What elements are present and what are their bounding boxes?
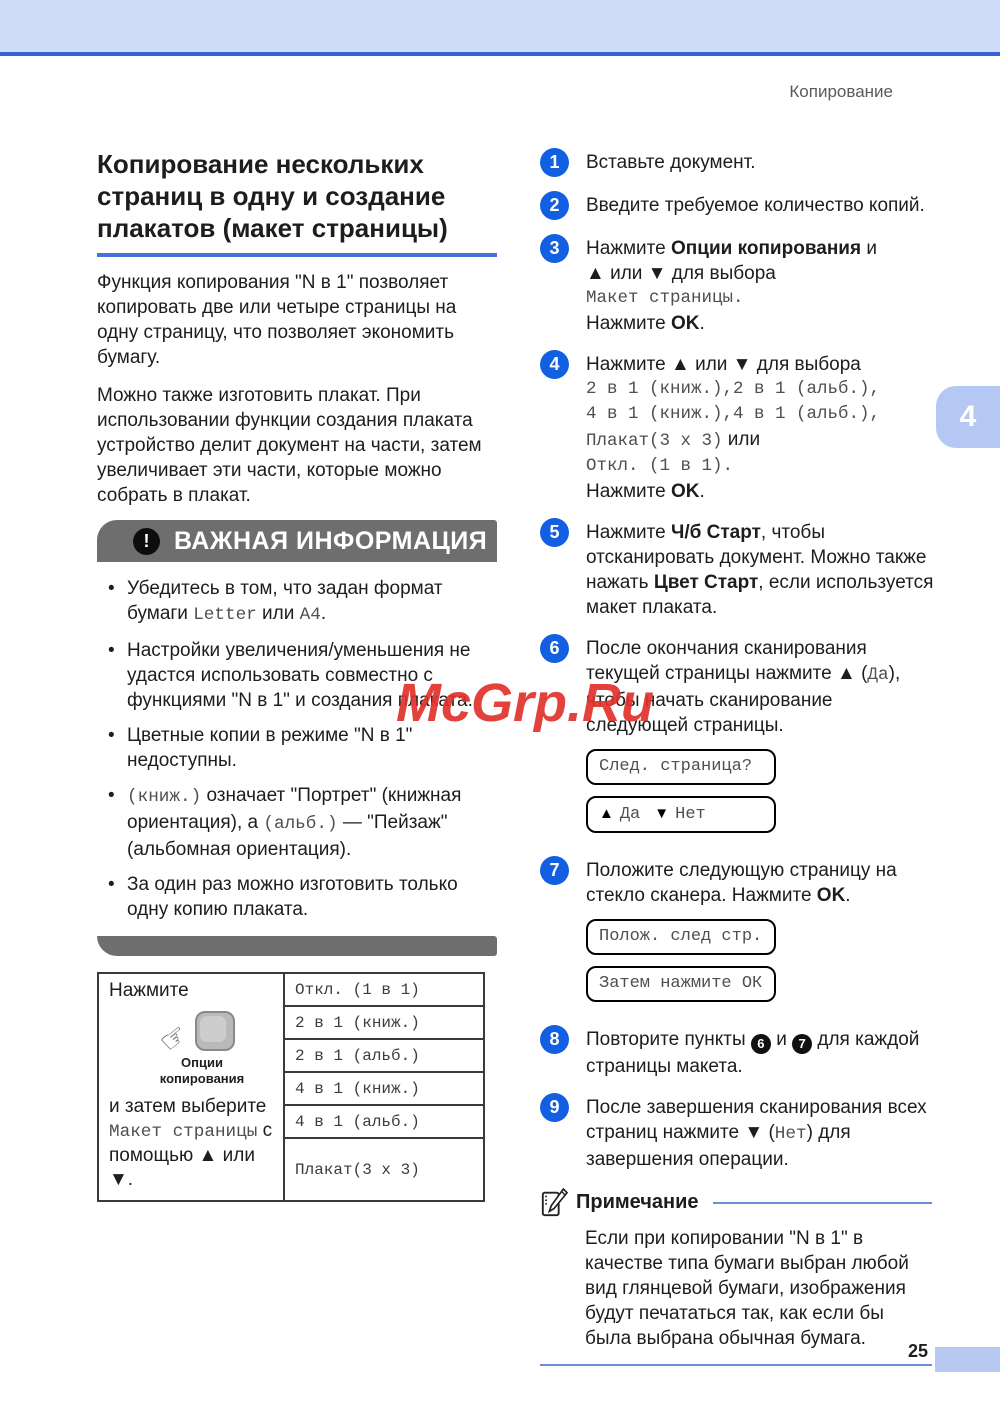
lcd-menu-item: 4 в 1 (книж.),4 в 1 (альб.), [586, 404, 881, 424]
bullet-text: означает "Портрет" (книжная ориентация), а [127, 785, 462, 833]
title-underline [97, 253, 497, 257]
important-bullet [101, 783, 497, 862]
table-options-cell [285, 974, 483, 1200]
step-text-part: и [770, 1029, 793, 1050]
mono-value: (альб.) [263, 814, 338, 834]
button-label-line2: копирования [159, 1071, 245, 1086]
mono-value: Letter [193, 605, 257, 625]
button-highlight [200, 1016, 226, 1042]
step-text-part: для каждой страницы макета. [586, 1029, 920, 1077]
important-box [97, 520, 497, 956]
step-text [586, 520, 936, 620]
chapter-tab [936, 386, 1000, 448]
step-number-badge: 8 [540, 1025, 569, 1054]
step-text-part: Нажмите ▲ или ▼ для выбора [586, 354, 861, 375]
press-label: Нажмите [109, 980, 189, 1001]
note-pencil-icon [540, 1188, 568, 1218]
note-rule [713, 1202, 932, 1204]
button-label [109, 1055, 295, 1087]
note-section [540, 1188, 932, 1366]
step-text-part: Нажмите [586, 313, 672, 334]
step-number-badge: 6 [540, 634, 569, 663]
step-3 [540, 236, 937, 336]
step-ref-badge-7: 7 [792, 1034, 812, 1054]
step-number-badge: 3 [540, 234, 569, 263]
note-body: Если при копировании "N в 1" в качестве типа бумаги выбран любой вид глянцевой бумаги, изображения будут печататься так, как если бы была выбрана обычная бумага. [585, 1227, 909, 1349]
lcd-option: Нет [774, 1123, 807, 1144]
note-title: Примечание [576, 1191, 699, 1213]
right-column [540, 150, 937, 1366]
lcd-menu-item: 2 в 1 (книж.),2 в 1 (альб.), [586, 379, 881, 399]
then-text: и затем выберите [109, 1096, 267, 1117]
step-text [586, 1095, 936, 1172]
step-text-part: . [699, 313, 705, 334]
important-footer-bar [97, 936, 497, 956]
option-row: 2 в 1 (альб.) [285, 1040, 483, 1073]
bullet-text: или [256, 603, 300, 624]
copy-options-button-figure [109, 1011, 277, 1089]
step-7 [540, 858, 937, 1011]
step-text-part: и [861, 238, 877, 259]
mono-value: (книж.) [127, 787, 202, 807]
then-text: с [257, 1120, 273, 1141]
step-text-part: ), чтобы начать сканирование следующей страницы. [586, 663, 901, 736]
important-bullet: • Настройки увеличения/уменьшения не удастся использовать совместно с функциями "N в 1" и создания плаката. [101, 638, 497, 713]
option-row: 4 в 1 (альб.) [285, 1106, 483, 1139]
table-instruction-cell [99, 974, 285, 1200]
step-number-badge: 7 [540, 856, 569, 885]
bullet-text: . [320, 603, 327, 624]
button-name-bold: Цвет Старт [653, 572, 759, 593]
step-text [586, 1027, 936, 1079]
important-bullet: • За один раз можно изготовить только одну копию плаката. [101, 872, 497, 922]
step-2 [540, 193, 937, 220]
button-label-line1: Опции [181, 1055, 223, 1070]
step-text [586, 352, 936, 504]
up-triangle-icon: ▲ [599, 805, 614, 822]
button-name-bold: OK [671, 313, 700, 334]
step-4 [540, 352, 937, 504]
watermark: McGrp.Ru [396, 673, 655, 733]
button-name-bold: Ч/б Старт [671, 522, 761, 543]
step-text [586, 858, 936, 1011]
copy-options-button-icon [195, 1011, 235, 1051]
lcd-menu-item [586, 427, 936, 454]
step-text-part: После завершения сканирования всех страниц нажмите ▼ ( [586, 1096, 927, 1143]
lcd-menu-item: Откл. (1 в 1). [586, 456, 734, 476]
step-text-part: ) для завершения операции. [586, 1121, 851, 1170]
lcd-option: Да [619, 805, 641, 824]
step-text-part: . [699, 481, 705, 502]
bullet-text: — "Пейзаж" (альбомная ориентация). [127, 812, 448, 860]
step-ref-badge-6: 6 [751, 1034, 771, 1054]
option-row: Откл. (1 в 1) [285, 974, 483, 1007]
important-title: ВАЖНАЯ ИНФОРМАЦИЯ [174, 526, 488, 555]
bullet-text: Убедитесь в том, что задан формат бумаги [127, 578, 443, 624]
option-row: 2 в 1 (книж.) [285, 1007, 483, 1040]
page-number: 25 [907, 1341, 928, 1361]
important-bullet: • Цветные копии в режиме "N в 1" недоступны. [101, 723, 497, 773]
intro-paragraph-2: Можно также изготовить плакат. При использовании функции создания плаката устройство делит документ на части, затем увеличивает эти части, которые можно собрать в плакат. [97, 385, 482, 506]
lcd-option: Да [867, 665, 889, 685]
intro-paragraph-1: Функция копирования "N в 1" позволяет копировать две или четыре страницы на одну страницу, что позволяет экономить бумагу. [97, 272, 457, 368]
step-number-badge: 5 [540, 518, 569, 547]
step-text-part: , если используется макет плаката. [586, 572, 934, 618]
page-title: Копирование нескольких страниц в одну и создание плакатов (макет страницы) [97, 149, 448, 243]
step-text: Введите требуемое количество копий. [586, 195, 925, 216]
lcd-display [586, 796, 776, 833]
lcd-display: След. страница? [586, 749, 776, 785]
then-instruction [109, 1095, 277, 1192]
footer-accent [935, 1347, 1000, 1372]
step-1 [540, 150, 937, 177]
top-band [0, 0, 1000, 56]
lcd-option: Нет [675, 805, 706, 824]
option-row: 4 в 1 (книж.) [285, 1073, 483, 1106]
step-text-part: Нажмите [586, 522, 672, 543]
options-table [97, 972, 485, 1202]
chapter-number: 4 [959, 400, 977, 433]
step-number-badge: 1 [540, 148, 569, 177]
step-text-part: , чтобы отсканировать документ. Можно также нажать [586, 522, 927, 593]
hand-pointer-icon: ☞ [153, 1017, 195, 1060]
lcd-menu-item: Макет страницы. [586, 288, 744, 308]
step-number-badge: 4 [540, 350, 569, 379]
step-text-part: или [722, 429, 761, 450]
running-header: Копирование [789, 82, 893, 101]
important-header [97, 520, 497, 562]
note-header [540, 1188, 932, 1218]
step-text: Вставьте документ. [586, 152, 756, 173]
note-bottom-rule [540, 1364, 932, 1366]
step-text-part: Положите следующую страницу на стекло сканера. Нажмите [586, 860, 897, 906]
step-text-part: . [845, 885, 851, 906]
mono-menu-name: Макет страницы [109, 1122, 258, 1142]
step-text [586, 236, 936, 336]
lcd-menu-item: Плакат(3 x 3) [586, 431, 723, 451]
step-6 [540, 636, 937, 842]
lcd-display: Затем нажмите ОК [586, 966, 776, 1002]
lcd-display: Полож. след стр. [586, 919, 776, 955]
button-name-bold: OK [816, 885, 846, 906]
step-text [586, 636, 936, 842]
step-8 [540, 1027, 937, 1079]
exclamation-icon: ! [133, 528, 160, 555]
step-text-part: Нажмите [586, 481, 672, 502]
down-triangle-icon: ▼ [654, 805, 670, 822]
button-name-bold: Опции копирования [671, 238, 862, 259]
step-text-part: После окончания сканирования текущей страницы нажмите ▲ ( [586, 638, 868, 684]
mono-value: A4 [299, 605, 321, 625]
important-bullet [101, 576, 497, 628]
step-9 [540, 1095, 937, 1172]
button-name-bold: OK [671, 481, 700, 502]
then-text: помощью ▲ или ▼. [109, 1145, 255, 1190]
important-body [97, 562, 497, 936]
step-text-part: ▲ или ▼ для выбора [586, 263, 776, 284]
step-text-part: Нажмите [586, 238, 672, 259]
step-number-badge: 9 [540, 1093, 569, 1122]
option-row: Плакат(3 x 3) [295, 1160, 420, 1179]
step-number-badge: 2 [540, 191, 569, 220]
step-text-part: Повторите пункты [586, 1029, 751, 1050]
step-5 [540, 520, 937, 620]
